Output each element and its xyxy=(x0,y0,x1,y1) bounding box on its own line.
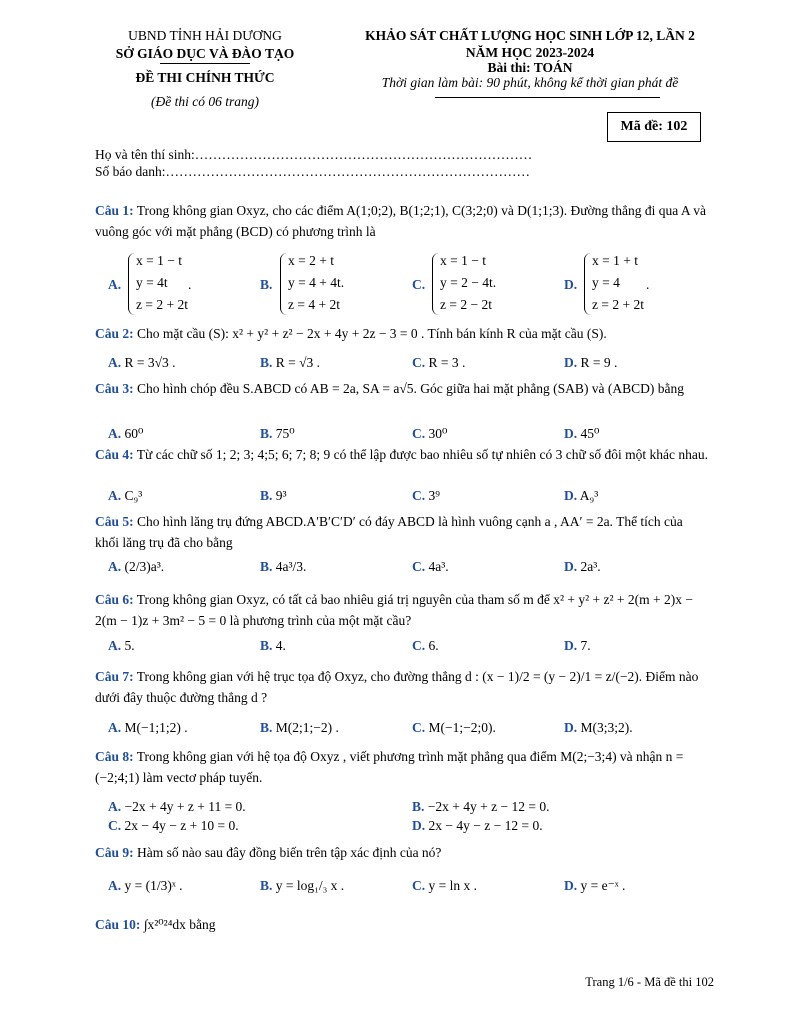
question-text: ∫x²⁰²⁴dx bằng xyxy=(143,917,216,932)
brace xyxy=(280,253,287,315)
question-text: Cho mặt cầu (S): x² + y² + z² − 2x + 4y + 2z − 3 = 0 . Tính bán kính R của mặt cầu (S). xyxy=(137,326,607,341)
question-1 xyxy=(95,200,710,242)
q7-option-d[interactable]: D. M(3;3;2). xyxy=(564,720,633,735)
page-count-note: (Đề thi có 06 trang) xyxy=(151,94,259,109)
student-id-line: Số báo danh:……………………………………………………………………… xyxy=(95,164,530,179)
equation-row: y = 4 + 4t. xyxy=(288,275,345,290)
brace xyxy=(432,253,439,315)
option-text: M(−1;1;2) . xyxy=(124,720,188,735)
q8-option-a[interactable]: A. −2x + 4y + z + 11 = 0. xyxy=(108,799,246,814)
equation-row: x = 2 + t xyxy=(288,253,334,268)
q8-option-d[interactable]: D. 2x − 4y − z − 12 = 0. xyxy=(412,818,543,833)
option-letter: B. xyxy=(260,277,273,292)
question-2 xyxy=(95,323,710,344)
option-text: R = 9 . xyxy=(580,355,618,370)
brace xyxy=(128,253,135,315)
question-label: Câu 1: xyxy=(95,203,134,218)
question-label: Câu 9: xyxy=(95,845,134,860)
q6-option-a[interactable]: A. 5. xyxy=(108,638,135,653)
question-label: Câu 2: xyxy=(95,326,134,341)
brace xyxy=(584,253,591,315)
option-text: 60⁰ xyxy=(124,426,144,441)
q4-option-a[interactable]: A. C₉³ xyxy=(108,488,143,503)
option-text: 75⁰ xyxy=(275,426,295,441)
question-9 xyxy=(95,842,710,863)
department-name: SỞ GIÁO DỤC VÀ ĐÀO TẠO xyxy=(115,46,295,61)
option-text: 4a³/3. xyxy=(275,559,307,574)
q4-option-d[interactable]: D. A₉³ xyxy=(564,488,599,503)
q5-option-b[interactable]: B. 4a³/3. xyxy=(260,559,307,574)
subject: Bài thi: TOÁN xyxy=(487,60,573,75)
question-text: Từ các chữ số 1; 2; 3; 4;5; 6; 7; 8; 9 có thể lập được bao nhiêu số tự nhiên có 3 chữ số đôi một khác nhau. xyxy=(136,447,709,462)
option-text: M(2;1;−2) . xyxy=(275,720,339,735)
q8-option-b[interactable]: B. −2x + 4y + z − 12 = 0. xyxy=(412,799,550,814)
question-text: Trong không gian với hệ trục tọa độ Oxyz, cho đường thẳng d : (x − 1)/2 = (y − 2)/1 = z/(−2). Điểm nào dưới đây thuộc đường thẳng d ? xyxy=(95,669,699,705)
option-text: C₉³ xyxy=(124,488,143,503)
equation-row: x = 1 − t xyxy=(440,253,486,268)
equation-row: z = 2 + 2t xyxy=(136,297,188,312)
option-text: R = 3√3 . xyxy=(124,355,176,370)
option-text: (2/3)a³. xyxy=(124,559,165,574)
question-label: Câu 7: xyxy=(95,669,134,684)
option-letter: D. xyxy=(564,277,578,292)
option-text: y = log₁/₃ x . xyxy=(275,878,345,893)
question-text: Cho hình chóp đều S.ABCD có AB = 2a, SA = a√5. Góc giữa hai mặt phẳng (SAB) và (ABCD) bằng xyxy=(137,381,685,396)
q2-option-d[interactable]: D. R = 9 . xyxy=(564,355,618,370)
q4-option-c[interactable]: C. 3⁹ xyxy=(412,488,440,503)
page-footer: Trang 1/6 - Mã đề thi 102 xyxy=(585,975,714,989)
question-8 xyxy=(95,746,710,788)
option-text: 2x − 4y − z − 12 = 0. xyxy=(428,818,543,833)
q2-option-b[interactable]: B. R = √3 . xyxy=(260,355,321,370)
student-info xyxy=(95,146,532,180)
option-end: . xyxy=(188,277,192,292)
option-text: −2x + 4y + z − 12 = 0. xyxy=(427,799,550,814)
question-text: Hàm số nào sau đây đồng biến trên tập xác định của nó? xyxy=(137,845,442,860)
option-text: 4. xyxy=(275,638,286,653)
option-text: 9³ xyxy=(275,488,287,503)
province-name: UBND TỈNH HẢI DƯƠNG xyxy=(128,28,282,43)
question-text: Trong không gian với hệ tọa độ Oxyz , viết phương trình mặt phẳng qua điểm M(2;−3;4) và nhận n = (−2;4;1) làm vectơ pháp tuyến. xyxy=(95,749,684,785)
equation-row: y = 4t xyxy=(136,275,168,290)
q7-option-b[interactable]: B. M(2;1;−2) . xyxy=(260,720,339,735)
option-text: M(3;3;2). xyxy=(580,720,633,735)
option-text: 3⁹ xyxy=(428,488,440,503)
question-text: Trong không gian Oxyz, cho các điểm A(1;0;2), B(1;2;1), C(3;2;0) và D(1;1;3). Đường thẳng đi qua A và vuông góc với mặt phẳng (BCD) có phương trình là xyxy=(95,203,707,239)
header-right xyxy=(345,27,715,91)
q5-option-d[interactable]: D. 2a³. xyxy=(564,559,601,574)
option-text: 7. xyxy=(580,638,591,653)
option-text: 45⁰ xyxy=(580,426,600,441)
q3-option-d[interactable]: D. 45⁰ xyxy=(564,426,600,441)
option-end: . xyxy=(646,277,650,292)
q9-option-d[interactable]: D. y = e⁻ˣ . xyxy=(564,878,626,893)
equation-row: z = 2 − 2t xyxy=(440,297,492,312)
question-10 xyxy=(95,914,710,935)
q3-option-c[interactable]: C. 30⁰ xyxy=(412,426,448,441)
option-text: M(−1;−2;0). xyxy=(428,720,496,735)
option-text: 30⁰ xyxy=(428,426,448,441)
question-3 xyxy=(95,378,710,399)
question-text: Trong không gian Oxyz, có tất cả bao nhiêu giá trị nguyên của tham số m để x² + y² + z² + 2(m + 2)x − 2(m − 1)z + 3m² − 5 = 0 là phương trình của một mặt cầu? xyxy=(95,592,694,628)
q6-option-d[interactable]: D. 7. xyxy=(564,638,591,653)
header-left xyxy=(95,27,315,111)
question-5 xyxy=(95,511,710,553)
question-label: Câu 5: xyxy=(95,514,134,529)
equation-row: y = 2 − 4t. xyxy=(440,275,497,290)
question-4 xyxy=(95,444,710,465)
q9-option-a[interactable]: A. y = (1/3)ˣ . xyxy=(108,878,183,893)
student-name-line: Họ và tên thí sinh:………………………………………………………………… xyxy=(95,147,533,162)
option-text: 6. xyxy=(428,638,439,653)
option-text: 4a³. xyxy=(428,559,449,574)
q2-option-c[interactable]: C. R = 3 . xyxy=(412,355,466,370)
option-text: R = 3 . xyxy=(428,355,466,370)
equation-row: z = 4 + 2t xyxy=(288,297,340,312)
official-exam-label: ĐỀ THI CHÍNH THỨC xyxy=(135,70,275,85)
exam-code-box: Mã đề: 102 xyxy=(607,112,701,142)
option-text: y = (1/3)ˣ . xyxy=(124,878,183,893)
question-label: Câu 3: xyxy=(95,381,134,396)
q5-option-a[interactable]: A. (2/3)a³. xyxy=(108,559,165,574)
exam-title: KHẢO SÁT CHẤT LƯỢNG HỌC SINH LỚP 12, LẦN 2 xyxy=(365,28,695,43)
equation-row: y = 4 xyxy=(592,275,620,290)
equation-row: z = 2 + 2t xyxy=(592,297,644,312)
option-text: y = ln x . xyxy=(428,878,477,893)
header-left-rule xyxy=(160,63,250,64)
question-7 xyxy=(95,666,710,708)
q6-option-c[interactable]: C. 6. xyxy=(412,638,439,653)
question-text: Cho hình lăng trụ đứng ABCD.A′B′C′D′ có đáy ABCD là hình vuông cạnh a , AA′ = 2a. Thể tích của khối lăng trụ đã cho bằng xyxy=(95,514,683,550)
time-limit: Thời gian làm bài: 90 phút, không kể thời gian phát đề xyxy=(381,75,679,90)
q3-option-a[interactable]: A. 60⁰ xyxy=(108,426,144,441)
option-letter: A. xyxy=(108,277,122,292)
option-text: 2a³. xyxy=(580,559,601,574)
q6-option-b[interactable]: B. 4. xyxy=(260,638,286,653)
option-text: y = e⁻ˣ . xyxy=(580,878,626,893)
header-right-rule xyxy=(435,97,660,98)
option-text: 5. xyxy=(124,638,135,653)
option-letter: C. xyxy=(412,277,426,292)
school-year: NĂM HỌC 2023-2024 xyxy=(465,45,595,60)
q2-option-a[interactable]: A. R = 3√3 . xyxy=(108,355,176,370)
q4-option-b[interactable]: B. 9³ xyxy=(260,488,287,503)
question-label: Câu 8: xyxy=(95,749,134,764)
equation-row: x = 1 + t xyxy=(592,253,638,268)
question-6 xyxy=(95,589,710,631)
option-text: −2x + 4y + z + 11 = 0. xyxy=(124,799,246,814)
option-text: 2x − 4y − z + 10 = 0. xyxy=(124,818,239,833)
q9-option-b[interactable]: B. y = log₁/₃ x . xyxy=(260,878,345,893)
q7-option-c[interactable]: C. M(−1;−2;0). xyxy=(412,720,496,735)
option-text: R = √3 . xyxy=(275,355,321,370)
q5-option-c[interactable]: C. 4a³. xyxy=(412,559,449,574)
question-label: Câu 6: xyxy=(95,592,134,607)
q3-option-b[interactable]: B. 75⁰ xyxy=(260,426,295,441)
q9-option-c[interactable]: C. y = ln x . xyxy=(412,878,477,893)
q8-option-c[interactable]: C. 2x − 4y − z + 10 = 0. xyxy=(108,818,239,833)
question-label: Câu 4: xyxy=(95,447,134,462)
question-label: Câu 10: xyxy=(95,917,141,932)
q7-option-a[interactable]: A. M(−1;1;2) . xyxy=(108,720,188,735)
equation-row: x = 1 − t xyxy=(136,253,182,268)
option-text: A₉³ xyxy=(579,488,599,503)
